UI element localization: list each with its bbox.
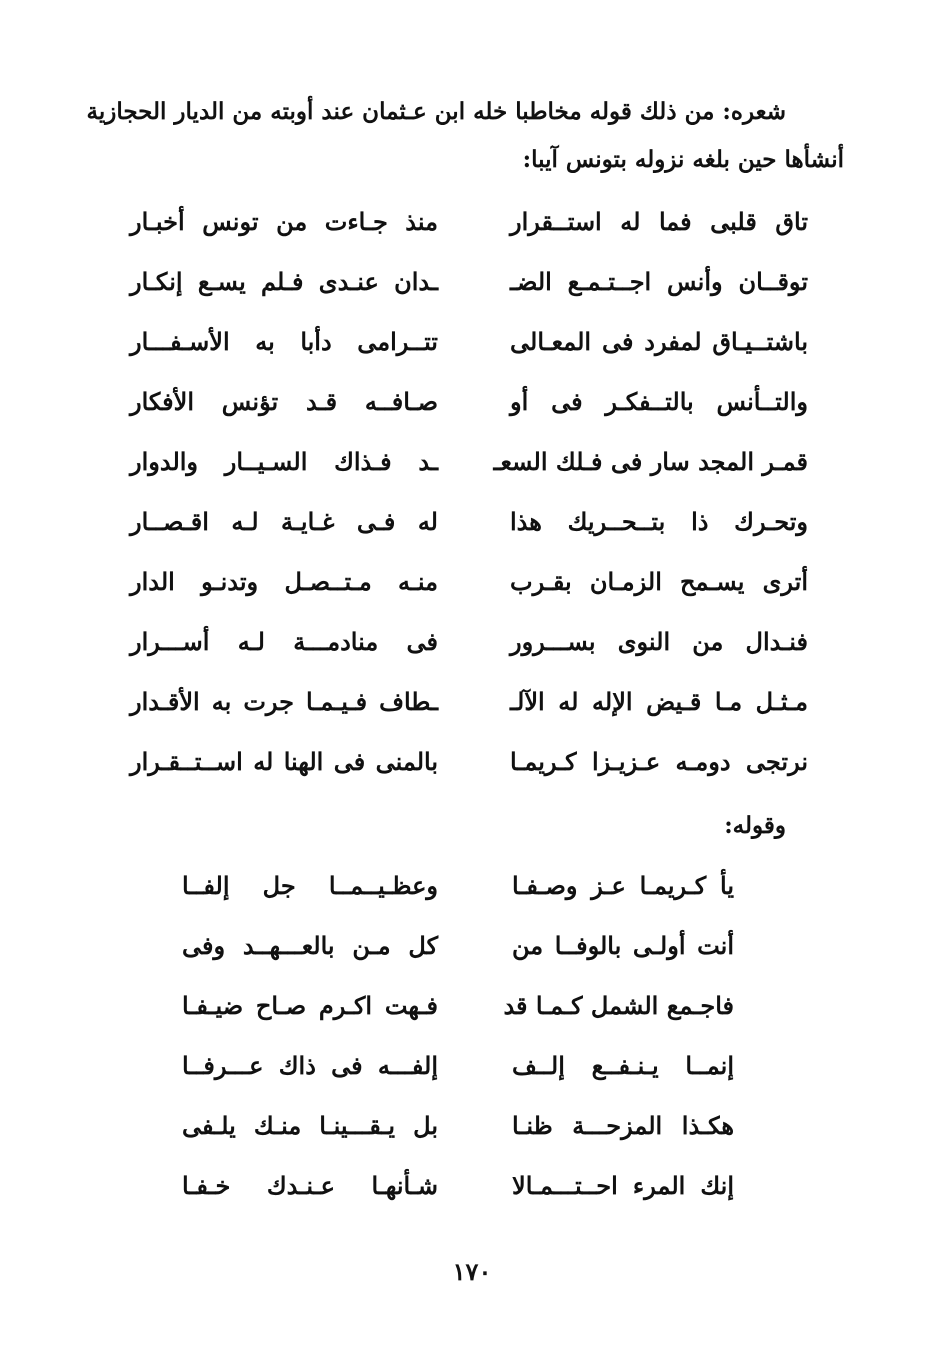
verse-first-hemistich: إنمــا يـنـفــع إلــف: [512, 1051, 734, 1080]
verse-second-hemistich: ـطاف فـيـمـا جرت به الأقـدار: [130, 687, 438, 716]
poem1-verse: [0, 732, 944, 792]
verse-first-hemistich: فنـدال من النوى بســـرور: [510, 627, 808, 656]
verse-first-hemistich: توقــان وأنس اجــتـمـع الضـ: [510, 267, 808, 296]
verse-first-hemistich: إنك المرء احــتـــمـالا: [512, 1171, 734, 1200]
verse-second-hemistich: وعظـيــمــا جل إلفــا: [182, 871, 438, 900]
poem1-verse: [0, 492, 944, 552]
poem2-verse: [0, 976, 944, 1036]
poem1-verse: [0, 192, 944, 252]
verse-first-hemistich: مـثـل مـا قـيض الإله له الآلـ: [510, 687, 808, 716]
verse-second-hemistich: ـد فـذاك السـيــار والدوار: [130, 447, 438, 476]
verse-second-hemistich: إلفـــه فى ذاك عـــرفــا: [182, 1051, 438, 1080]
verse-first-hemistich: نرتجى دومـه عـزيـزا كـريمـا: [510, 747, 808, 776]
intro-line-2: أنشأها حين بلغه نزوله بتونس آيبا:: [522, 146, 844, 173]
page-number: ١٧٠: [452, 1257, 492, 1286]
verse-second-hemistich: منذ جـاءت من تونس أخبـار: [130, 207, 438, 236]
verse-second-hemistich: فـهت اكـرم صـاح ضيـفـا: [182, 991, 438, 1020]
poem1-verse: [0, 612, 944, 672]
poem1-verse: [0, 312, 944, 372]
verse-second-hemistich: كل مـن بالعـــهــد وفى: [182, 931, 438, 960]
poem2-verse: [0, 916, 944, 976]
verse-second-hemistich: صـافــه قـد تؤنس الأفكار: [130, 387, 438, 416]
poem1-verse: [0, 372, 944, 432]
poem1-verse: [0, 552, 944, 612]
verse-first-hemistich: والتــأنس بالتــفكـر فى أو: [510, 387, 808, 416]
verse-first-hemistich: وتحـرك ذا بتــحــريك هذا: [510, 507, 808, 536]
poem2-verse: [0, 1036, 944, 1096]
verse-first-hemistich: يأ كـريمـا عـز وصـفـا: [512, 871, 734, 900]
verse-second-hemistich: ـدان عنـدى فـلم يسـع إنكـار: [130, 267, 438, 296]
verse-second-hemistich: له فـى غـايـة لـه اقـصــار: [130, 507, 438, 536]
verse-second-hemistich: بالمنى فى الهنا له اســتــقـرار: [130, 747, 438, 776]
verse-first-hemistich: تاق قلبى فما له استــقرار: [510, 207, 808, 236]
verse-first-hemistich: فاجـمع الشمل كـمـا قد: [503, 991, 734, 1020]
verse-second-hemistich: بل يـقـــينـا منـك يلـفى: [182, 1111, 438, 1140]
poem2-heading: وقوله:: [724, 812, 786, 839]
verse-first-hemistich: قمـر المجد سار فى فـلك السعـ: [493, 447, 808, 476]
poem2-verse: [0, 856, 944, 916]
poem1-verse: [0, 672, 944, 732]
verse-second-hemistich: شـأنهـا عـنـدك خـفـا: [182, 1171, 438, 1200]
verse-first-hemistich: باشتــيـاق لمفرد فى المعـالى: [510, 327, 808, 356]
verse-second-hemistich: منـه مـتــصـل وتدنـو الدار: [130, 567, 438, 596]
poem2-verse: [0, 1096, 944, 1156]
verse-first-hemistich: هكـذا المزحـــة ظنـا: [512, 1111, 734, 1140]
verse-first-hemistich: أترى يسـمح الزمـان بقـرب: [510, 567, 808, 596]
poem1-verse: [0, 432, 944, 492]
intro-line-1: شعره: من ذلك قوله مخاطبا خله ابن عـثمان عند أوبته من الديار الحجازية: [86, 98, 786, 125]
verse-second-hemistich: فى منادمـــة لـه أســـرار: [130, 627, 438, 656]
verse-first-hemistich: أنت أولـى بالوفــا من: [512, 931, 734, 960]
verse-second-hemistich: تتــرامى دأبا به الأسـفـــار: [130, 327, 438, 356]
poem1-verse: [0, 252, 944, 312]
poem2-verse: [0, 1156, 944, 1216]
